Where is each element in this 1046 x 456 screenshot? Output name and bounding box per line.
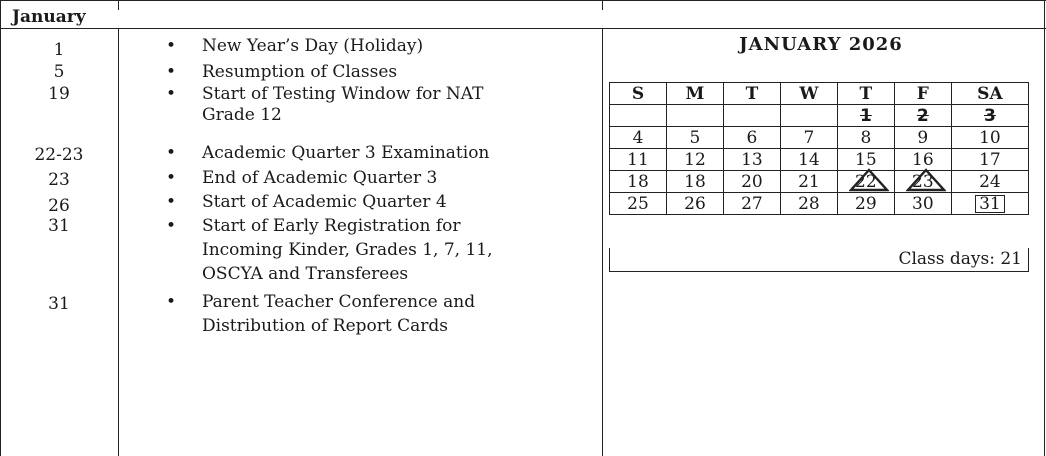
calendar-day-number: 27	[741, 193, 763, 214]
month-heading: January	[12, 7, 86, 27]
calendar-day-cell	[894, 193, 951, 215]
calendar-week-row	[610, 149, 1029, 171]
crossed-out-day: 1	[859, 105, 872, 126]
event-text: Start of Testing Window for NAT	[202, 84, 484, 104]
event-text: Resumption of Classes	[202, 62, 398, 82]
event-date: 23	[48, 170, 70, 190]
calendar-weeks	[610, 105, 1029, 215]
top-border	[0, 0, 1046, 1]
event-date: 22-23	[34, 145, 84, 165]
calendar-day-cell	[780, 171, 837, 193]
weekday-header: W	[780, 83, 837, 105]
calendar-day-cell	[666, 127, 723, 149]
dates-column-divider-lower	[118, 28, 119, 456]
calendar-empty-cell	[780, 105, 837, 127]
calendar-day-number: 6	[746, 127, 758, 148]
calendar-week-row	[610, 127, 1029, 149]
calendar-day-number: 17	[979, 149, 1001, 170]
calendar-day-cell	[666, 149, 723, 171]
bullet-icon: •	[166, 216, 177, 236]
calendar-day-number: 5	[689, 127, 701, 148]
boxed-day: 31	[975, 195, 1005, 213]
calendar-week-row	[610, 171, 1029, 193]
crossed-out-day: 2	[916, 105, 929, 126]
calendar-title: JANUARY 2026	[739, 34, 903, 55]
calendar-day-cell	[837, 105, 894, 127]
calendar-day-cell	[610, 171, 667, 193]
right-border	[1044, 0, 1045, 456]
calendar-day-cell	[894, 171, 951, 193]
event-text: Incoming Kinder, Grades 1, 7, 11,	[202, 240, 493, 260]
calendar-day-cell	[610, 193, 667, 215]
event-text: OSCYA and Transferees	[202, 264, 409, 284]
event-text: Distribution of Report Cards	[202, 316, 449, 336]
weekday-header: M	[666, 83, 723, 105]
calendar-day-number: 18	[684, 171, 706, 192]
dates-column-divider	[118, 0, 119, 10]
event-date: 1	[53, 40, 65, 60]
calendar-column-divider	[602, 0, 603, 10]
event-text: Academic Quarter 3 Examination	[202, 143, 490, 163]
weekday-header: T	[837, 83, 894, 105]
calendar-day-cell	[780, 193, 837, 215]
calendar-day-number: 13	[741, 149, 763, 170]
event-date: 5	[53, 62, 65, 82]
calendar-day-number: 30	[912, 193, 934, 214]
triangle-icon	[906, 168, 946, 192]
calendar-day-cell	[951, 171, 1028, 193]
calendar-day-number: 25	[627, 193, 649, 214]
calendar-day-cell	[951, 127, 1028, 149]
calendar-empty-cell	[723, 105, 780, 127]
calendar-day-number: 10	[979, 127, 1001, 148]
bullet-icon: •	[166, 143, 177, 163]
calendar-day-cell	[610, 127, 667, 149]
calendar-day-number: 21	[798, 171, 820, 192]
month-row-divider	[0, 28, 1046, 29]
calendar-day-cell	[894, 127, 951, 149]
exam-day-triangle-mark: 23	[912, 172, 934, 192]
class-days-count: Class days: 21	[609, 248, 1029, 272]
calendar-day-cell	[894, 105, 951, 127]
event-date: 31	[48, 216, 70, 236]
calendar-day-number: 4	[632, 127, 644, 148]
calendar-week-row	[610, 193, 1029, 215]
calendar-day-cell	[723, 127, 780, 149]
exam-day-triangle-mark: 22	[855, 172, 877, 192]
triangle-icon	[849, 168, 889, 192]
calendar-day-number: 14	[798, 149, 820, 170]
weekday-header: S	[610, 83, 667, 105]
month-calendar-grid	[609, 82, 1029, 215]
calendar-day-number: 28	[798, 193, 820, 214]
calendar-day-cell	[666, 171, 723, 193]
event-text: End of Academic Quarter 3	[202, 168, 438, 188]
bullet-icon: •	[166, 192, 177, 212]
calendar-week-row	[610, 105, 1029, 127]
bullet-icon: •	[166, 62, 177, 82]
calendar-day-number: 18	[627, 171, 649, 192]
event-text: Start of Academic Quarter 4	[202, 192, 447, 212]
calendar-column-divider-lower	[602, 28, 603, 456]
calendar-day-cell	[780, 149, 837, 171]
weekday-header: F	[894, 83, 951, 105]
calendar-day-number: 24	[979, 171, 1001, 192]
calendar-day-cell	[780, 127, 837, 149]
calendar-day-number: 8	[860, 127, 872, 148]
calendar-day-cell	[951, 149, 1028, 171]
calendar-day-cell	[837, 171, 894, 193]
bullet-icon: •	[166, 36, 177, 56]
weekday-header: T	[723, 83, 780, 105]
calendar-day-cell	[666, 193, 723, 215]
calendar-day-number: 12	[684, 149, 706, 170]
calendar-day-cell	[837, 193, 894, 215]
event-text: Parent Teacher Conference and	[202, 292, 476, 312]
calendar-empty-cell	[666, 105, 723, 127]
weekday-header: SA	[951, 83, 1028, 105]
event-text: New Year’s Day (Holiday)	[202, 36, 424, 56]
calendar-day-number: 9	[917, 127, 929, 148]
calendar-day-cell	[723, 193, 780, 215]
calendar-day-number: 15	[855, 149, 877, 170]
calendar-day-number: 20	[741, 171, 763, 192]
event-date: 19	[48, 84, 70, 104]
event-text: Grade 12	[202, 105, 282, 125]
calendar-day-cell	[951, 105, 1028, 127]
weekday-header-row	[610, 83, 1029, 105]
calendar-day-cell	[610, 149, 667, 171]
calendar-day-cell	[837, 127, 894, 149]
calendar-day-number: 7	[803, 127, 815, 148]
crossed-out-day: 3	[983, 105, 996, 126]
event-text: Start of Early Registration for	[202, 216, 461, 236]
event-date: 26	[48, 196, 70, 216]
calendar-empty-cell	[610, 105, 667, 127]
calendar-day-cell	[951, 193, 1028, 215]
calendar-day-cell	[723, 149, 780, 171]
bullet-icon: •	[166, 292, 177, 312]
bullet-icon: •	[166, 84, 177, 104]
calendar-day-cell	[723, 171, 780, 193]
bullet-icon: •	[166, 168, 177, 188]
calendar-day-number: 26	[684, 193, 706, 214]
event-date: 31	[48, 294, 70, 314]
calendar-day-number: 11	[627, 149, 649, 170]
calendar-day-number: 29	[855, 193, 877, 214]
calendar-day-number: 16	[912, 149, 934, 170]
